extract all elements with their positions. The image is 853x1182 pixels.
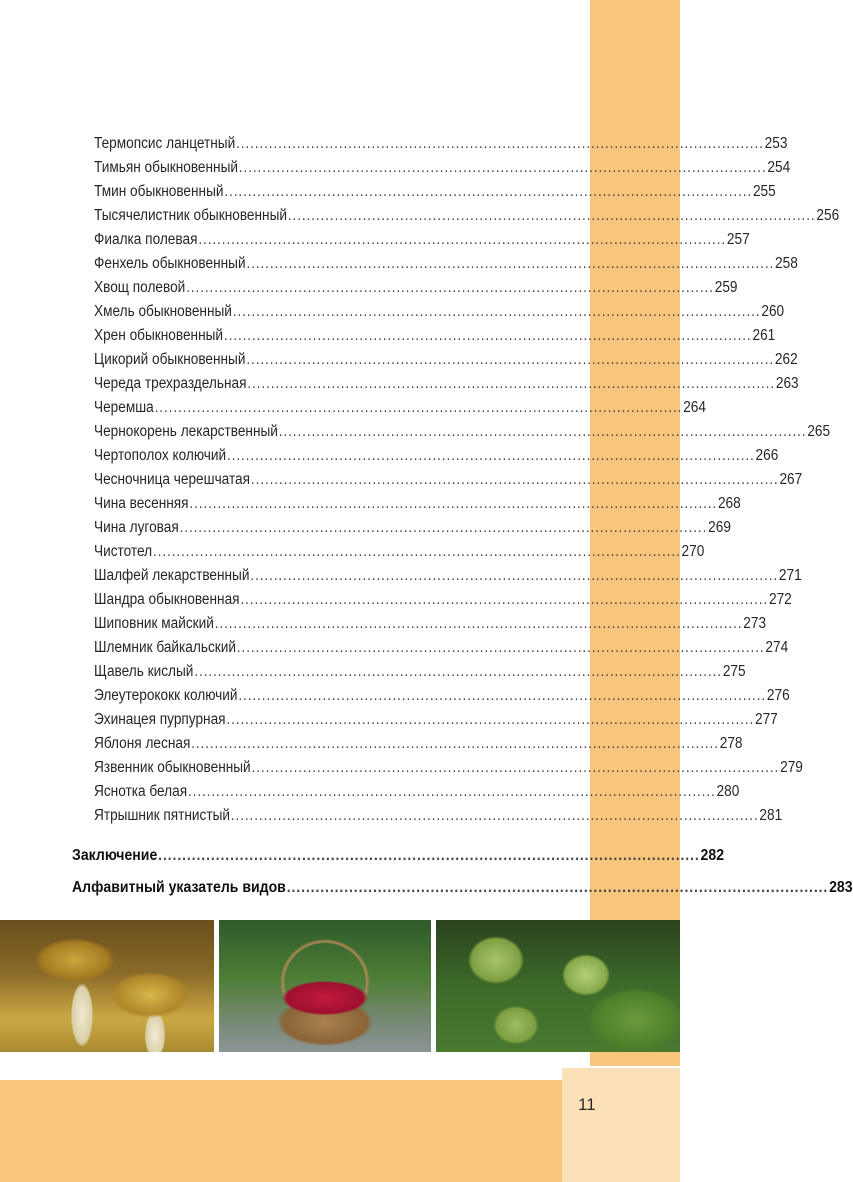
dot-leader: ................................................................................................................. (232, 303, 761, 320)
toc-entry-title: Чина луговая (94, 519, 179, 536)
toc-entry-page: 258 (775, 255, 798, 272)
dot-leader: ................................................................................................................. (152, 543, 681, 560)
toc-entry-title: Тмин обыкновенный (94, 183, 224, 200)
toc-entry-title: Яснотка белая (94, 783, 188, 800)
dot-leader: ................................................................................................................. (251, 759, 780, 776)
toc-entry-title: Шалфей лекарственный (94, 567, 250, 584)
dot-leader: ................................................................................................................. (238, 687, 767, 704)
toc-entry[interactable] (94, 518, 731, 538)
toc-entry-page: 256 (816, 207, 840, 224)
toc-entry-page: 266 (755, 447, 779, 464)
dot-leader: ................................................................................................................. (194, 663, 722, 680)
bottom-color-band (0, 1080, 562, 1182)
toc-entry-title: Цикорий обыкновенный (94, 351, 246, 368)
dot-leader: ................................................................................................................. (179, 519, 708, 536)
toc-entry-page: 253 (764, 135, 788, 152)
toc-section-page: 282 (700, 847, 725, 864)
toc-entry[interactable] (94, 566, 802, 586)
toc-entry-title: Чертополох колючий (94, 447, 227, 464)
dot-leader: ................................................................................................................. (189, 495, 718, 512)
toc-entry-title: Чистотел (94, 543, 153, 560)
toc-entry[interactable] (94, 614, 767, 634)
dot-leader: ................................................................................................................. (236, 639, 765, 656)
toc-entry-title: Щавель кислый (94, 663, 194, 680)
lingonberry-basket-photo (219, 920, 431, 1052)
dot-leader: ................................................................................................................. (286, 879, 829, 896)
toc-entry-page: 260 (761, 303, 785, 320)
toc-entry[interactable] (94, 134, 788, 154)
toc-entry-title: Тимьян обыкновенный (94, 159, 239, 176)
dot-leader: ................................................................................................................. (227, 447, 755, 464)
toc-entry[interactable] (94, 254, 798, 274)
toc-entry-title: Термопсис ланцетный (94, 135, 236, 152)
toc-entry-page: 261 (752, 327, 776, 344)
toc-entry-title: Элеутерококк колючий (94, 687, 238, 704)
toc-entry-title: Череда трехраздельная (94, 375, 247, 392)
toc-entry-page: 275 (722, 663, 746, 680)
page-number-tab (562, 1068, 680, 1182)
toc-entry[interactable] (94, 662, 746, 682)
toc-entry[interactable] (94, 494, 741, 514)
toc-entry-page: 280 (716, 783, 740, 800)
toc-entry-title: Чина весенняя (94, 495, 189, 512)
dot-leader: ................................................................................................................. (191, 735, 719, 752)
toc-entry[interactable] (94, 398, 706, 418)
dot-leader: ................................................................................................................. (236, 135, 764, 152)
dot-leader: ................................................................................................................. (246, 255, 775, 272)
toc-entry-page: 255 (752, 183, 776, 200)
toc-entry-page: 259 (714, 279, 738, 296)
toc-entry-title: Чернокорень лекарственный (94, 423, 278, 440)
toc-entry-title: Черемша (94, 399, 154, 416)
toc-section-page: 283 (829, 879, 853, 896)
dot-leader: ................................................................................................................. (287, 207, 816, 224)
toc-entry-page: 271 (778, 567, 802, 584)
dot-leader: ................................................................................................................. (158, 847, 700, 864)
toc-entry-title: Фиалка полевая (94, 231, 198, 248)
toc-entry[interactable] (94, 182, 776, 202)
mushrooms-photo (0, 920, 214, 1052)
dot-leader: ................................................................................................................. (214, 615, 743, 632)
toc-entry-page: 269 (708, 519, 731, 536)
dot-leader: ................................................................................................................. (154, 399, 683, 416)
toc-entry-page: 276 (766, 687, 790, 704)
dot-leader: ................................................................................................................. (186, 279, 714, 296)
toc-entry-page: 267 (779, 471, 803, 488)
toc-entry[interactable] (94, 278, 738, 298)
toc-entry-title: Яблоня лесная (94, 735, 191, 752)
toc-entry-title: Фенхель обыкновенный (94, 255, 246, 272)
dot-leader: ................................................................................................................. (240, 591, 769, 608)
toc-entry[interactable] (94, 686, 790, 706)
dot-leader: ................................................................................................................. (247, 375, 776, 392)
toc-entry-title: Хвощ полевой (94, 279, 186, 296)
toc-entry[interactable] (94, 422, 831, 442)
toc-entry[interactable] (94, 758, 803, 778)
toc-entry[interactable] (94, 206, 840, 226)
toc-entry[interactable] (94, 806, 783, 826)
dot-leader: ................................................................................................................. (224, 183, 753, 200)
toc-entry-page: 254 (767, 159, 791, 176)
toc-entry-page: 262 (774, 351, 798, 368)
toc-section-species-index[interactable] (72, 878, 853, 898)
toc-section-conclusion[interactable] (72, 846, 725, 866)
toc-section-title: Алфавитный указатель видов (72, 879, 286, 896)
toc-entry-title: Язвенник обыкновенный (94, 759, 251, 776)
toc-entry[interactable] (94, 710, 778, 730)
toc-entry-page: 270 (681, 543, 705, 560)
dot-leader: ................................................................................................................. (250, 471, 779, 488)
toc-entry-page: 278 (719, 735, 743, 752)
toc-entry[interactable] (94, 446, 779, 466)
toc-entry-page: 257 (726, 231, 750, 248)
toc-entry-page: 268 (717, 495, 741, 512)
toc-entry[interactable] (94, 230, 750, 250)
dot-leader: ................................................................................................................. (230, 807, 759, 824)
toc-entry[interactable] (94, 350, 798, 370)
page-number: 11 (578, 1095, 596, 1114)
toc-entry[interactable] (94, 374, 799, 394)
toc-entry-title: Хрен обыкновенный (94, 327, 224, 344)
dot-leader: ................................................................................................................. (226, 711, 755, 728)
toc-entry[interactable] (94, 542, 705, 562)
dot-leader: ................................................................................................................. (278, 423, 807, 440)
toc-entry-title: Ятрышник пятнистый (94, 807, 231, 824)
toc-entry[interactable] (94, 782, 740, 802)
dot-leader: ................................................................................................................. (198, 231, 727, 248)
dot-leader: ................................................................................................................. (246, 351, 775, 368)
toc-entry-page: 265 (807, 423, 831, 440)
toc-entry-page: 264 (683, 399, 706, 416)
toc-entry[interactable] (94, 326, 776, 346)
dot-leader: ................................................................................................................. (250, 567, 779, 584)
toc-entry-page: 272 (768, 591, 792, 608)
toc-entry-page: 279 (780, 759, 803, 776)
toc-entry[interactable] (94, 470, 803, 490)
toc-entry-page: 273 (743, 615, 767, 632)
toc-entry[interactable] (94, 158, 791, 178)
toc-section-title: Заключение (72, 847, 158, 864)
toc-entry-page: 281 (759, 807, 783, 824)
toc-entry-page: 277 (755, 711, 778, 728)
dot-leader: ................................................................................................................. (238, 159, 767, 176)
toc-entry[interactable] (94, 638, 789, 658)
toc-entry-title: Шлемник байкальский (94, 639, 236, 656)
toc-entry[interactable] (94, 734, 743, 754)
dot-leader: ................................................................................................................. (223, 327, 752, 344)
toc-entry[interactable] (94, 302, 785, 322)
toc-entry-title: Шиповник майский (94, 615, 214, 632)
toc-entry[interactable] (94, 590, 792, 610)
toc-entry-page: 263 (775, 375, 799, 392)
toc-entry-page: 274 (765, 639, 789, 656)
toc-entry-title: Тысячелистник обыкновенный (94, 207, 287, 224)
toc-entry-title: Хмель обыкновенный (94, 303, 232, 320)
toc-entry-title: Эхинацея пурпурная (94, 711, 226, 728)
hazelnut-branch-photo (436, 920, 680, 1052)
dot-leader: ................................................................................................................. (187, 783, 716, 800)
toc-entry-title: Шандра обыкновенная (94, 591, 240, 608)
toc-entry-title: Чесночница черешчатая (94, 471, 251, 488)
